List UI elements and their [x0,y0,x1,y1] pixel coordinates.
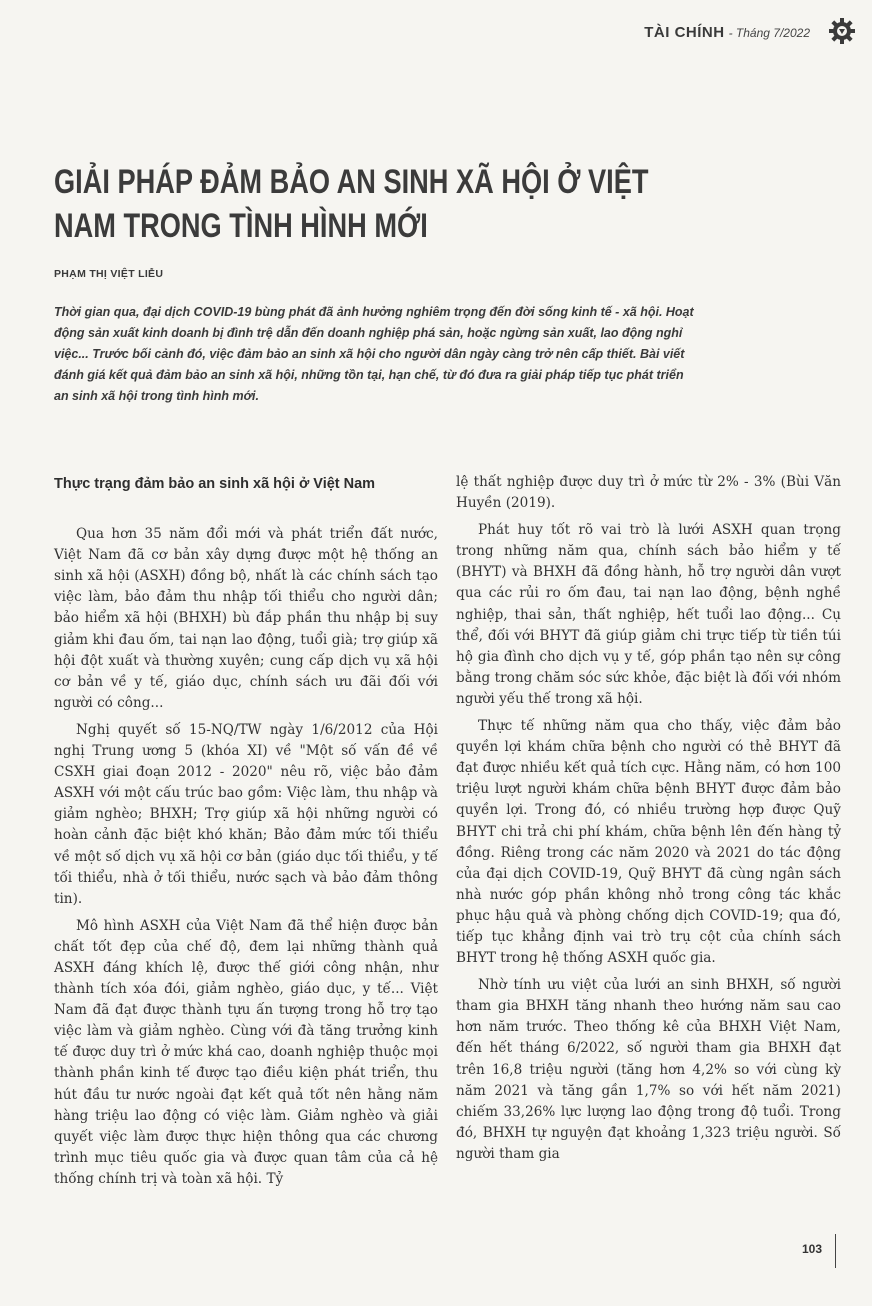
body-paragraph: Qua hơn 35 năm đổi mới và phát triển đất nước, Việt Nam đã cơ bản xây dựng được một hệ thống an sinh xã hội (ASXH) đồng bộ, nhất là các chính sách tạo việc làm, bảo đảm thu nhập tối thiểu cho người dân; bảo hiểm xã hội (BHXH) bù đắp phần thu nhập bị suy giảm khi đau ốm, tai nạn lao động, tuổi già; trợ giúp xã hội đột xuất và thường xuyên; cung cấp dịch vụ xã hội cơ bản về y tế, giáo dục, chính sách ưu đãi đối với người có công... [54,526,438,711]
body-paragraph-continuation: lệ thất nghiệp được duy trì ở mức từ 2% - 3% (Bùi Văn Huyền (2019). [456,474,841,512]
journal-name: TÀI CHÍNH [644,24,725,41]
section-heading: Thực trạng đảm bảo an sinh xã hội ở Việt Nam [54,476,376,492]
author-name: PHẠM THỊ VIỆT LIỄU [54,268,164,280]
body-paragraph: Nghị quyết số 15-NQ/TW ngày 1/6/2012 của Hội nghị Trung ương 5 (khóa XI) về "Một số vấn đề về CSXH giai đoạn 2012 - 2020" nêu rõ, việc bảo đảm ASXH với một cấu trúc bao gồm: Việc làm, thu nhập và giảm nghèo; BHXH; Trợ giúp xã hội những người có hoàn cảnh đặc biệt khó khăn; Bảo đảm mức tối thiểu về một số dịch vụ xã hội cơ bản (giáo dục tối thiểu, y tế tối thiểu, nhà ở tối thiểu, nước sạch và bảo đảm thông tin). [54,721,438,907]
issue-date: - Tháng 7/2022 [728,26,810,40]
left-column [54,472,438,1196]
right-column [456,472,841,1171]
body-paragraph: Mô hình ASXH của Việt Nam đã thể hiện được bản chất tốt đẹp của chế độ, đem lại những thành quả ASXH đáng khích lệ, được thế giới công nhận, như thành tích xóa đói, giảm nghèo, giáo dục, y tế... Việt Nam đã đạt được thành tựu ấn tượng trong hỗ trợ tạo việc làm và giảm nghèo. Cùng với đà tăng trưởng kinh tế được duy trì ở mức khá cao, doanh nghiệp thuộc mọi thành phần kinh tế được tạo điều kiện phát triển, thu hút đầu tư nước ngoài đạt kết quả tốt nên hằng năm hàng triệu lao động có việc làm. Giảm nghèo và giải quyết việc làm được thực hiện thông qua các chương trình mục tiêu quốc gia và được quan tâm của cả hệ thống chính trị và toàn xã hội. Tỷ [54,917,438,1187]
body-paragraph: Thực tế những năm qua cho thấy, việc đảm bảo quyền lợi khám chữa bệnh cho người có thẻ BHYT đã đạt được nhiều kết quả tích cực. Hằng năm, có hơn 100 triệu lượt người khám chữa bệnh BHYT được đảm bảo quyền lợi. Trong đó, có nhiều trường hợp được Quỹ BHYT chi trả chi phí khám, chữa bệnh lên đến hàng tỷ đồng. Riêng trong các năm 2020 và 2021 do tác động của đại dịch COVID-19, Quỹ BHYT đã cùng ngân sách nhà nước góp phần không nhỏ trong công tác khắc phục hậu quả và phòng chống dịch COVID-19; qua đó, tiếp tục khẳng định vai trò trụ cột của chính sách BHYT trong hệ thống ASXH quốc gia. [456,718,841,967]
gear-logo-icon [828,17,856,45]
page-number-rule [835,1234,836,1268]
abstract: Thời gian qua, đại dịch COVID-19 bùng phát đã ảnh hưởng nghiêm trọng đến đời sống kinh tế - xã hội. Hoạt động sản xuất kinh doanh bị đình trệ dẫn đến doanh nghiệp phá sản, hoặc ngừng sản xuất, lao động nghỉ việc... Trước bối cảnh đó, việc đảm bảo an sinh xã hội cho người dân ngày càng trở nên cấp thiết. Bài viết đánh giá kết quả đảm bảo an sinh xã hội, những tồn tại, hạn chế, từ đó đưa ra giải pháp tiếp tục phát triển an sinh xã hội trong tình hình mới. [54,305,694,403]
article-title: GIẢI PHÁP ĐẢM BẢO AN SINH XÃ HỘI Ở VIỆT NAM TRONG TÌNH HÌNH MỚI [54,163,649,245]
running-header [644,24,810,41]
body-paragraph: Nhờ tính ưu việt của lưới an sinh BHXH, số người tham gia BHXH tăng nhanh theo hướng năm sau cao hơn năm trước. Theo thống kê của BHXH Việt Nam, đến hết tháng 6/2022, số người tham gia BHXH đạt trên 16,8 triệu người (tăng hơn 4,2% so với cùng kỳ năm 2021 và tăng gần 1,7% so với hết năm 2021) chiếm 33,26% lực lượng lao động trong độ tuổi. Trong đó, BHXH tự nguyện đạt khoảng 1,323 triệu người. Số người tham gia [456,977,841,1162]
page-number: 103 [801,1242,822,1256]
body-paragraph: Phát huy tốt rõ vai trò là lưới ASXH quan trọng trong những năm qua, chính sách bảo hiểm y tế (BHYT) và BHXH đã đồng hành, hỗ trợ người dân vượt qua các rủi ro ốm đau, tai nạn lao động, bệnh nghề nghiệp, thai sản, thất nghiệp, hết tuổi lao động... Cụ thể, đối với BHYT đã giúp giảm chi trực tiếp từ tiền túi hộ gia đình cho dịch vụ y tế, góp phần tạo nên sự công bằng trong chăm sóc sức khỏe, đặc biệt là đối với nhóm người yếu thế trong xã hội. [456,522,841,707]
